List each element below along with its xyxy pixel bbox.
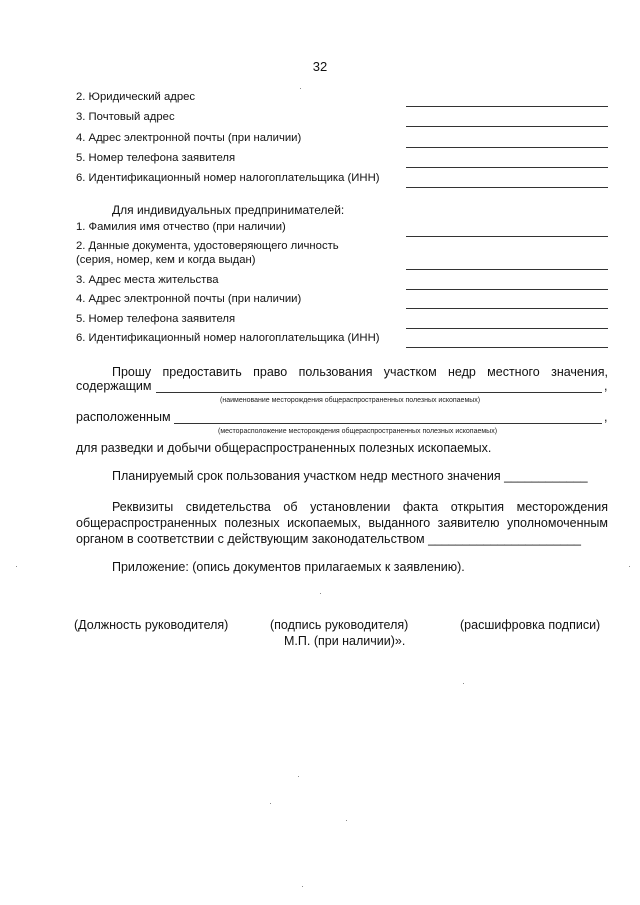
entrepreneur-heading: Для индивидуальных предпринимателей: — [112, 203, 345, 217]
located-label: расположенным — [76, 410, 171, 424]
email-field[interactable] — [406, 147, 608, 148]
deposit-location-field[interactable] — [174, 423, 602, 424]
ip-email-label: 4. Адрес электронной почты (при наличии) — [76, 293, 302, 305]
page-number: 32 — [312, 59, 328, 74]
located-comma: , — [604, 410, 608, 424]
phone-label: 5. Номер телефона заявителя — [76, 152, 236, 164]
email-label: 4. Адрес электронной почты (при наличии) — [76, 132, 302, 144]
ip-full-name-label: 1. Фамилия имя отчество (при наличии) — [76, 221, 286, 233]
inn-label: 6. Идентификационный номер налогоплательщика (ИНН) — [76, 172, 380, 184]
containing-comma: , — [604, 379, 608, 393]
ip-inn-field[interactable] — [406, 347, 608, 348]
scan-speck — [16, 566, 17, 567]
ip-phone-field[interactable] — [406, 328, 608, 329]
deposit-location-caption: (месторасположение месторождения общераспространенных полезных ископаемых) — [218, 428, 498, 435]
ip-residence-label: 3. Адрес места жительства — [76, 274, 219, 286]
ip-full-name-field[interactable] — [406, 236, 608, 237]
phone-field[interactable] — [406, 167, 608, 168]
scan-speck — [302, 886, 303, 887]
request-purpose: для разведки и добычи общераспространенных полезных ископаемых. — [76, 441, 492, 455]
ip-id-doc-hint: (серия, номер, кем и когда выдан) — [76, 254, 256, 266]
deposit-name-caption: (наименование месторождения общераспространенных полезных ископаемых) — [220, 397, 481, 404]
scan-speck — [300, 88, 301, 89]
legal-address-label: 2. Юридический адрес — [76, 91, 196, 103]
signature-position: (Должность руководителя) — [74, 618, 229, 632]
ip-inn-label: 6. Идентификационный номер налогоплательщика (ИНН) — [76, 332, 380, 344]
scan-speck — [320, 593, 321, 594]
signature-decoding: (расшифровка подписи) — [460, 618, 601, 632]
request-line1: Прошу предоставить право пользования участком недр местного значения, — [112, 365, 608, 379]
scan-speck — [629, 566, 630, 567]
ip-phone-label: 5. Номер телефона заявителя — [76, 313, 236, 325]
scan-speck — [298, 776, 299, 777]
ip-residence-field[interactable] — [406, 289, 608, 290]
scan-speck — [463, 683, 464, 684]
scan-speck — [346, 820, 347, 821]
inn-field[interactable] — [406, 187, 608, 188]
legal-address-field[interactable] — [406, 106, 608, 107]
attachment-note: Приложение: (опись документов прилагаемых к заявлению). — [112, 560, 465, 574]
requisites-line3: органом в соответствии с действующим законодательством ______________________ — [76, 532, 582, 546]
ip-id-doc-field[interactable] — [406, 269, 608, 270]
containing-label: содержащим — [76, 379, 152, 393]
postal-address-field[interactable] — [406, 126, 608, 127]
signature-sign: (подпись руководителя) — [270, 618, 409, 632]
postal-address-label: 3. Почтовый адрес — [76, 111, 175, 123]
scan-speck — [270, 803, 271, 804]
signature-stamp: М.П. (при наличии)». — [284, 634, 406, 648]
planned-term: Планируемый срок пользования участком недр местного значения ____________ — [112, 469, 588, 483]
requisites-line1: Реквизиты свидетельства об установлении факта открытия месторождения — [112, 500, 608, 514]
ip-id-doc-label: 2. Данные документа, удостоверяющего личность — [76, 240, 339, 252]
requisites-line2: общераспространенных полезных ископаемых, выданного заявителю уполномоченным — [76, 516, 608, 530]
ip-email-field[interactable] — [406, 308, 608, 309]
deposit-name-field[interactable] — [156, 392, 602, 393]
